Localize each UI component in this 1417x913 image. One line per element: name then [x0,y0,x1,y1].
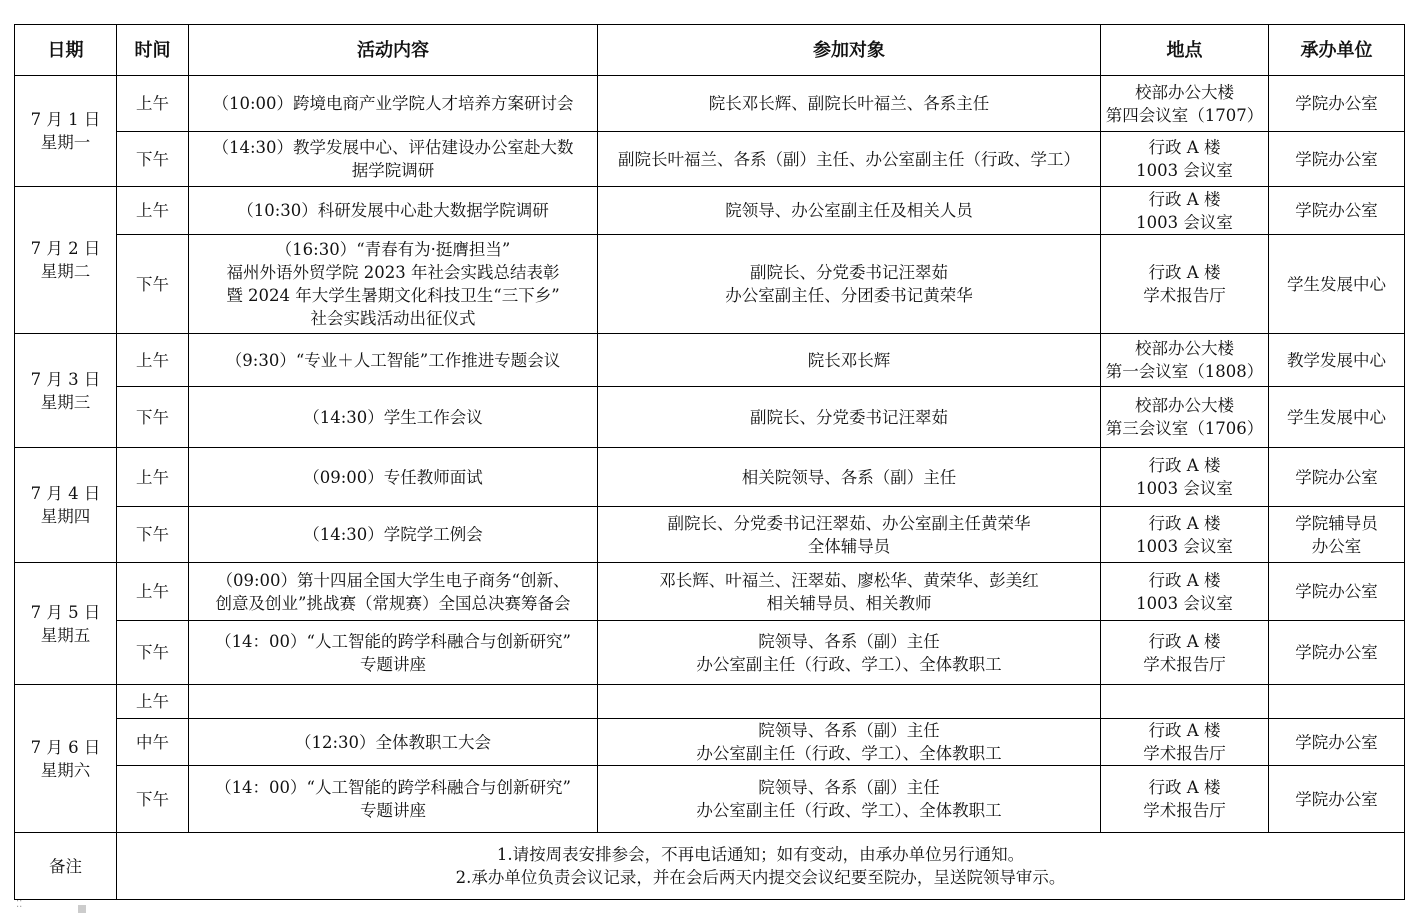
content-cell [189,719,598,766]
location-line: 校部办公大楼 [1135,396,1234,415]
location-line: 1003 会议室 [1136,479,1233,498]
location-cell [1101,76,1269,132]
location-cell [1101,448,1269,507]
attendees-cell [598,187,1101,235]
location-cell [1101,132,1269,187]
attendees-cell [598,719,1101,766]
location-line: 行政 A 楼 [1148,263,1221,282]
location-cell [1101,334,1269,387]
content-cell [189,387,598,448]
organizer-cell [1269,334,1405,387]
corner-drag-handle: ⁚⁚ [16,899,23,910]
organizer-cell [1269,235,1405,334]
attendees-line: 副院长、分党委书记汪翠茹 [750,263,948,282]
location-line: 学术报告厅 [1143,801,1226,820]
time-cell: 下午 [117,621,189,685]
organizer-line: 学院办公室 [1295,789,1378,809]
attendees-line: 院领导、办公室副主任及相关人员 [725,201,973,220]
organizer-line: 学院办公室 [1295,732,1378,752]
table-row [15,448,1405,507]
organizer-line: 办公室 [1311,536,1362,556]
organizer-line: 学院办公室 [1295,582,1378,601]
content-line: （09:00）专任教师面试 [303,467,483,487]
organizer-line: 教学发展中心 [1287,350,1386,370]
organizer-cell [1269,685,1405,719]
attendees-line: 院领导、各系（副）主任 [758,778,940,797]
location-line: 学术报告厅 [1143,744,1226,763]
attendees-cell [598,766,1101,833]
content-cell [189,334,598,387]
attendees-line: 院领导、各系（副）主任 [758,721,940,740]
location-line: 1003 会议室 [1136,161,1233,180]
time-cell: 上午 [117,448,189,507]
organizer-cell [1269,507,1405,563]
date-cell [15,187,117,334]
time-cell: 上午 [117,334,189,387]
date-label: 7 月 4 日 [30,484,101,503]
attendees-cell [598,685,1101,719]
table-row [15,685,1405,719]
organizer-cell [1269,448,1405,507]
location-cell [1101,621,1269,685]
time-cell: 下午 [117,235,189,334]
attendees-line: 相关辅导员、相关教师 [766,593,932,613]
header-time: 时间 [117,25,189,76]
attendees-line: 院长邓长辉 [807,350,891,370]
attendees-line: 相关院领导、各系（副）主任 [741,467,957,487]
location-line: 1003 会议室 [1136,593,1233,613]
location-line: 学术报告厅 [1143,654,1226,674]
location-line: 行政 A 楼 [1148,138,1221,157]
content-line: （14:30）教学发展中心、评估建设办公室赴大数 [212,138,574,157]
location-cell [1101,563,1269,621]
content-cell [189,563,598,621]
time-cell: 下午 [117,387,189,448]
attendees-cell [598,507,1101,563]
attendees-line: 办公室副主任（行政、学工）、全体教职工 [696,744,1002,763]
content-line: 据学院调研 [351,161,435,180]
weekday-label: 星期二 [40,262,91,281]
organizer-line: 学院办公室 [1295,643,1378,662]
date-cell [15,563,117,685]
location-line: 校部办公大楼 [1135,339,1234,358]
table-row [15,334,1405,387]
date-label: 7 月 1 日 [30,110,101,129]
content-line: 专题讲座 [360,654,426,674]
table-row [15,507,1405,563]
content-cell [189,621,598,685]
attendees-line: 办公室副主任（行政、学工）、全体教职工 [696,801,1002,820]
date-cell [15,448,117,563]
notes-row [15,833,1405,900]
attendees-cell [598,76,1101,132]
time-cell: 上午 [117,563,189,621]
location-line: 1003 会议室 [1136,536,1233,556]
location-line: 行政 A 楼 [1148,778,1221,797]
date-cell [15,76,117,187]
location-line: 1003 会议室 [1136,212,1233,232]
location-cell [1101,187,1269,235]
attendees-line: 院长邓长辉、副院长叶福兰、各系主任 [708,94,990,113]
location-cell [1101,766,1269,833]
table-row [15,76,1405,132]
scroll-marker [78,905,86,913]
attendees-cell [598,448,1101,507]
content-cell [189,766,598,833]
organizer-line: 学生发展中心 [1287,274,1386,294]
date-label: 7 月 6 日 [30,737,101,757]
date-label: 7 月 3 日 [30,369,101,389]
organizer-line: 学院办公室 [1295,94,1378,113]
organizer-cell [1269,766,1405,833]
organizer-cell [1269,621,1405,685]
attendees-line: 副院长、分党委书记汪翠茹、办公室副主任黄荣华 [667,513,1031,533]
organizer-line: 学生发展中心 [1287,407,1386,427]
location-cell [1101,507,1269,563]
content-cell [189,187,598,235]
location-cell [1101,719,1269,766]
location-line: 行政 A 楼 [1148,721,1221,740]
location-cell [1101,387,1269,448]
organizer-cell [1269,132,1405,187]
attendees-cell [598,132,1101,187]
location-line: 行政 A 楼 [1148,456,1221,475]
date-label: 7 月 5 日 [30,602,101,622]
organizer-line: 学院辅导员 [1295,513,1378,533]
location-line: 校部办公大楼 [1135,82,1234,102]
table-row [15,387,1405,448]
header-attendees: 参加对象 [598,25,1101,76]
header-location: 地点 [1101,25,1269,76]
attendees-line: 全体辅导员 [807,536,891,556]
note-line: 1.请按周表安排参会，不再电话通知；如有变动，由承办单位另行通知。 [496,845,1025,864]
content-line: （14：00）“人工智能的跨学科融合与创新研究” [215,631,571,651]
content-line: 专题讲座 [360,801,426,820]
location-line: 行政 A 楼 [1148,513,1221,533]
attendees-line: 院领导、各系（副）主任 [758,631,940,651]
table-row [15,235,1405,334]
attendees-cell [598,621,1101,685]
time-cell: 下午 [117,766,189,833]
content-line: （14:30）学生工作会议 [303,407,483,427]
date-cell [15,685,117,833]
table-row [15,719,1405,766]
content-cell [189,235,598,334]
content-line: （16:30）“青春有为·挺膺担当” [275,240,511,259]
attendees-line: 副院长叶福兰、各系（副）主任、办公室副主任（行政、学工） [618,149,1080,169]
location-cell [1101,235,1269,334]
location-line: 第一会议室（1808） [1105,362,1264,381]
content-line: （14：00）“人工智能的跨学科融合与创新研究” [215,778,571,797]
time-cell: 中午 [117,719,189,766]
date-label: 7 月 2 日 [30,239,101,258]
content-line: 暨 2024 年大学生暑期文化科技卫生“三下乡” [226,286,560,305]
header-content: 活动内容 [189,25,598,76]
time-cell: 上午 [117,187,189,235]
content-line: （14:30）学院学工例会 [303,525,483,544]
attendees-line: 办公室副主任、分团委书记黄荣华 [725,286,973,305]
location-line: 行政 A 楼 [1148,570,1221,590]
content-cell [189,132,598,187]
attendees-line: 邓长辉、叶福兰、汪翠茹、廖松华、黄荣华、彭美红 [659,570,1039,590]
attendees-line: 办公室副主任（行政、学工）、全体教职工 [696,654,1002,674]
attendees-cell [598,563,1101,621]
organizer-line: 学院办公室 [1295,201,1378,220]
attendees-line: 副院长、分党委书记汪翠茹 [750,407,948,427]
header-organizer: 承办单位 [1269,25,1405,76]
weekday-label: 星期一 [40,133,91,152]
organizer-cell [1269,719,1405,766]
header-row [15,25,1405,76]
table-row [15,132,1405,187]
time-cell: 下午 [117,132,189,187]
location-line: 行政 A 楼 [1148,189,1221,209]
organizer-cell [1269,187,1405,235]
date-cell [15,334,117,448]
location-line: 第四会议室（1707） [1105,105,1264,125]
time-cell: 下午 [117,507,189,563]
location-line: 第三会议室（1706） [1105,419,1264,438]
weekday-label: 星期三 [40,392,91,412]
table-row [15,621,1405,685]
organizer-cell [1269,387,1405,448]
content-line: 创意及创业”挑战赛（常规赛）全国总决赛筹备会 [215,593,571,613]
content-line: （09:00）第十四届全国大学生电子商务“创新、 [216,570,570,590]
organizer-cell [1269,76,1405,132]
notes-label: 备注 [15,833,117,900]
organizer-line: 学院办公室 [1295,467,1378,487]
content-line: （12:30）全体教职工大会 [294,732,492,752]
notes-content [117,833,1405,900]
content-cell [189,76,598,132]
note-line: 2.承办单位负责会议记录，并在会后两天内提交会议纪要至院办，呈送院领导审示。 [455,868,1066,887]
attendees-cell [598,334,1101,387]
content-line: （9:30）“专业＋人工智能”工作推进专题会议 [225,350,561,370]
weekday-label: 星期六 [40,760,91,780]
content-cell [189,685,598,719]
weekday-label: 星期四 [40,507,91,526]
table-row [15,563,1405,621]
location-line: 学术报告厅 [1143,286,1226,305]
table-row [15,187,1405,235]
content-cell [189,448,598,507]
weekday-label: 星期五 [40,625,91,645]
content-line: 社会实践活动出征仪式 [310,309,476,328]
attendees-cell [598,387,1101,448]
time-cell: 上午 [117,76,189,132]
content-line: 福州外语外贸学院 2023 年社会实践总结表彰 [226,263,560,282]
time-cell: 上午 [117,685,189,719]
header-date: 日期 [15,25,117,76]
schedule-table [14,24,1405,900]
content-line: （10:30）科研发展中心赴大数据学院调研 [237,201,549,220]
table-row [15,766,1405,833]
location-line: 行政 A 楼 [1148,631,1221,651]
organizer-cell [1269,563,1405,621]
content-line: （10:00）跨境电商产业学院人才培养方案研讨会 [212,94,574,113]
organizer-line: 学院办公室 [1295,149,1378,169]
attendees-cell [598,235,1101,334]
content-cell [189,507,598,563]
location-cell [1101,685,1269,719]
